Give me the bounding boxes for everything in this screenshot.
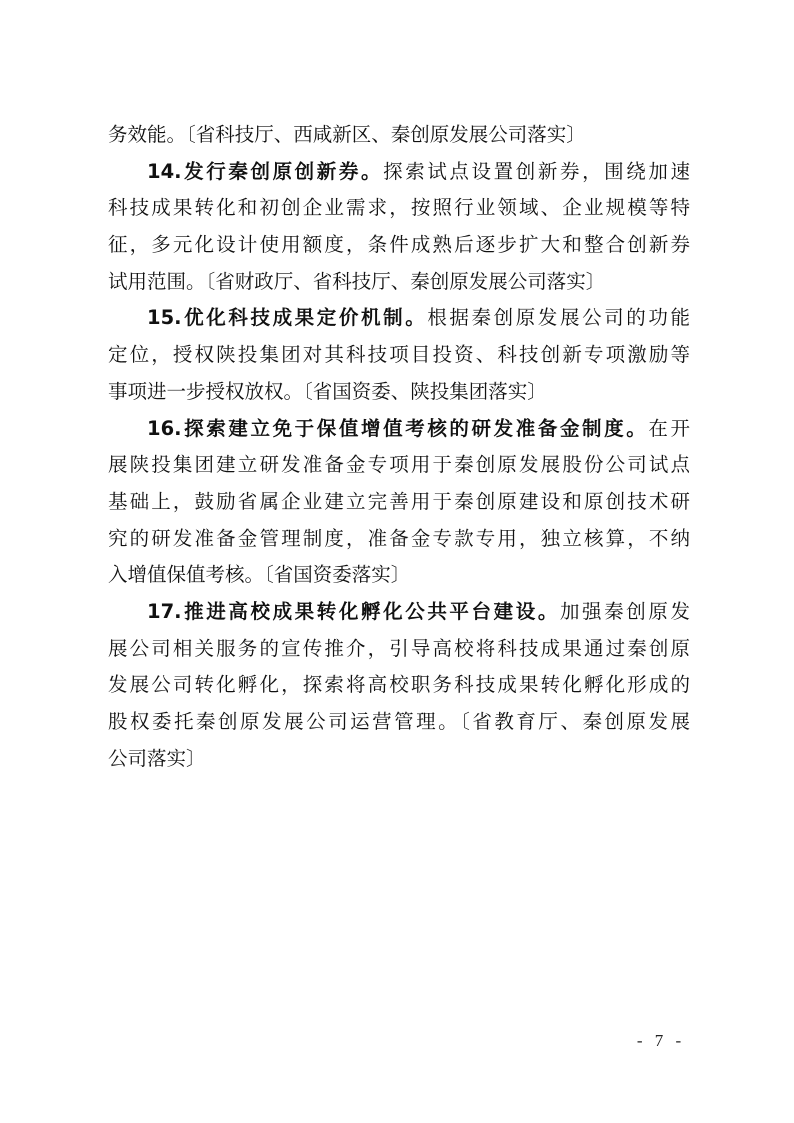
- text-line: 试用范围。〔省财政厅、省科技厅、秦创原发展公司落实〕: [108, 269, 606, 293]
- item-heading: 17.推进高校成果转化孵化公共平台建设。: [147, 599, 560, 623]
- text-line: 科技成果转化和初创企业需求，按照行业领域、企业规模等特: [108, 196, 690, 220]
- text-line: 定位，授权陕投集团对其科技项目投资、科技创新专项激励等: [108, 343, 690, 367]
- text-line: 展陕投集团建立研发准备金专项用于秦创原发展股份公司试点: [108, 453, 690, 477]
- body-text: [108, 117, 690, 777]
- text-line-item-17: 17.推进高校成果转化孵化公共平台建设。加强秦创原发: [147, 599, 690, 623]
- text-line: 发展公司转化孵化，探索将高校职务科技成果转化孵化形成的: [108, 673, 690, 697]
- item-heading: 15.优化科技成果定价机制。: [147, 306, 428, 330]
- text-line: 征，多元化设计使用额度，条件成熟后逐步扩大和整合创新券: [108, 233, 690, 257]
- text-line: 究的研发准备金管理制度，准备金专款专用，独立核算，不纳: [108, 526, 690, 550]
- text-line: 务效能。〔省科技厅、西咸新区、秦创原发展公司落实〕: [108, 123, 586, 146]
- text-line: 事项进一步授权放权。〔省国资委、陕投集团落实〕: [108, 379, 547, 403]
- text-line-item-16: 16.探索建立免于保值增值考核的研发准备金制度。在开: [147, 416, 690, 440]
- text-line: 入增值保值考核。〔省国资委落实〕: [108, 563, 411, 587]
- item-heading: 16.探索建立免于保值增值考核的研发准备金制度。: [147, 416, 649, 440]
- text-line: 公司落实〕: [108, 746, 206, 770]
- text-line: 展公司相关服务的宣传推介，引导高校将科技成果通过秦创原: [108, 636, 690, 660]
- page-number: - 7 -: [636, 1031, 686, 1050]
- text-line-item-14: 14.发行秦创原创新券。探索试点设置创新券，围绕加速: [147, 159, 690, 183]
- text-line: 基础上，鼓励省属企业建立完善用于秦创原建设和原创技术研: [108, 489, 690, 513]
- text-line: 股权委托秦创原发展公司运营管理。〔省教育厅、秦创原发展: [108, 710, 690, 733]
- item-heading: 14.发行秦创原创新券。: [147, 159, 384, 183]
- text-line-item-15: 15.优化科技成果定价机制。根据秦创原发展公司的功能: [147, 306, 690, 330]
